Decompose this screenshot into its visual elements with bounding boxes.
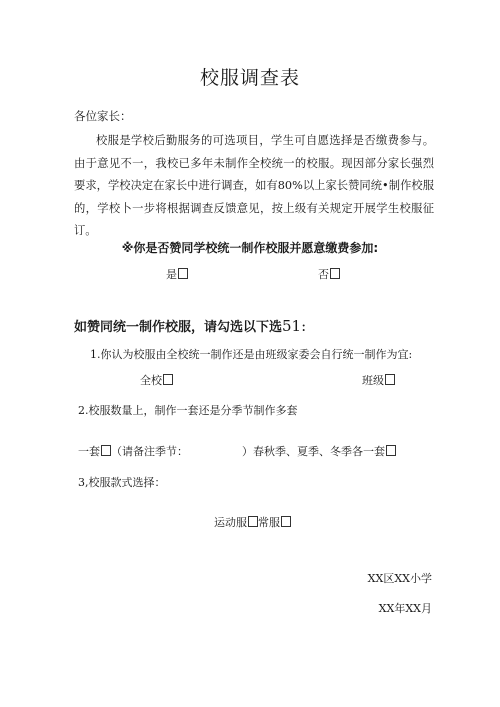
q3-options[interactable] <box>214 514 291 530</box>
page-title: 校服调查表 <box>199 67 300 89</box>
q1-checkbox-class[interactable] <box>385 374 395 385</box>
q1-option-school-label: 全校 <box>140 374 162 387</box>
checkbox-no[interactable] <box>330 268 340 279</box>
q1-option-school[interactable] <box>140 372 173 388</box>
q2-season-note: （请备注季节： <box>111 445 188 458</box>
q2-option-multi-set-label: ）春秋季、夏季、冬季各一套 <box>242 445 385 458</box>
option-no[interactable] <box>318 266 340 282</box>
q2-option-one-set-label: 一套 <box>78 445 100 458</box>
option-yes-label: 是 <box>166 268 177 281</box>
q3-option-sportswear-label: 运动服 <box>214 516 247 529</box>
question-3: 3,校服款式选择： <box>78 476 166 489</box>
section-heading <box>74 316 306 335</box>
date: XX年XX月 <box>378 602 432 615</box>
school-name: XX区XX小学 <box>367 572 432 585</box>
q2-option-one-set[interactable] <box>78 443 188 459</box>
section-heading-text: 如赞同统一制作校服，请勾选以下选 <box>74 320 283 335</box>
q3-option-regular-label: 常服 <box>258 516 280 529</box>
checkbox-yes[interactable] <box>178 268 188 279</box>
section-heading-number: 51: <box>282 317 307 335</box>
q3-checkbox-sportswear[interactable] <box>248 516 258 527</box>
q1-option-class-label: 班级 <box>362 374 384 387</box>
q1-option-class[interactable] <box>362 372 395 388</box>
main-question: ※你是否赞同学校统一制作校服并愿意缴费参加: <box>121 241 379 255</box>
greeting: 各位家长： <box>74 109 132 123</box>
q1-checkbox-school[interactable] <box>163 374 173 385</box>
question-2: 2.校服数量上，制作一套还是分季节制作多套 <box>78 404 298 417</box>
question-1: 1.你认为校服由全校统一制作还是由班级家委会自行统一制作为宜: <box>90 348 413 361</box>
q2-option-multi-set[interactable] <box>242 443 396 459</box>
option-no-label: 否 <box>318 268 329 281</box>
q2-checkbox-multi-set[interactable] <box>386 445 396 456</box>
intro-paragraph: 校服是学校后勤服务的可选项目，学生可自愿选择是否缴费参与。由于意见不一，我校已多年未制作全校统一的校服。现因部分家长强烈要求，学校决定在家长中进行调查，如有80%以上家长赞同统•制作校服的，学校卜一步将根据调查反馈意见，按上级有关规定开展学生校服征订。 <box>74 134 434 237</box>
option-yes[interactable] <box>166 266 188 282</box>
q2-checkbox-one-set[interactable] <box>101 445 111 456</box>
q3-checkbox-regular[interactable] <box>281 516 291 527</box>
